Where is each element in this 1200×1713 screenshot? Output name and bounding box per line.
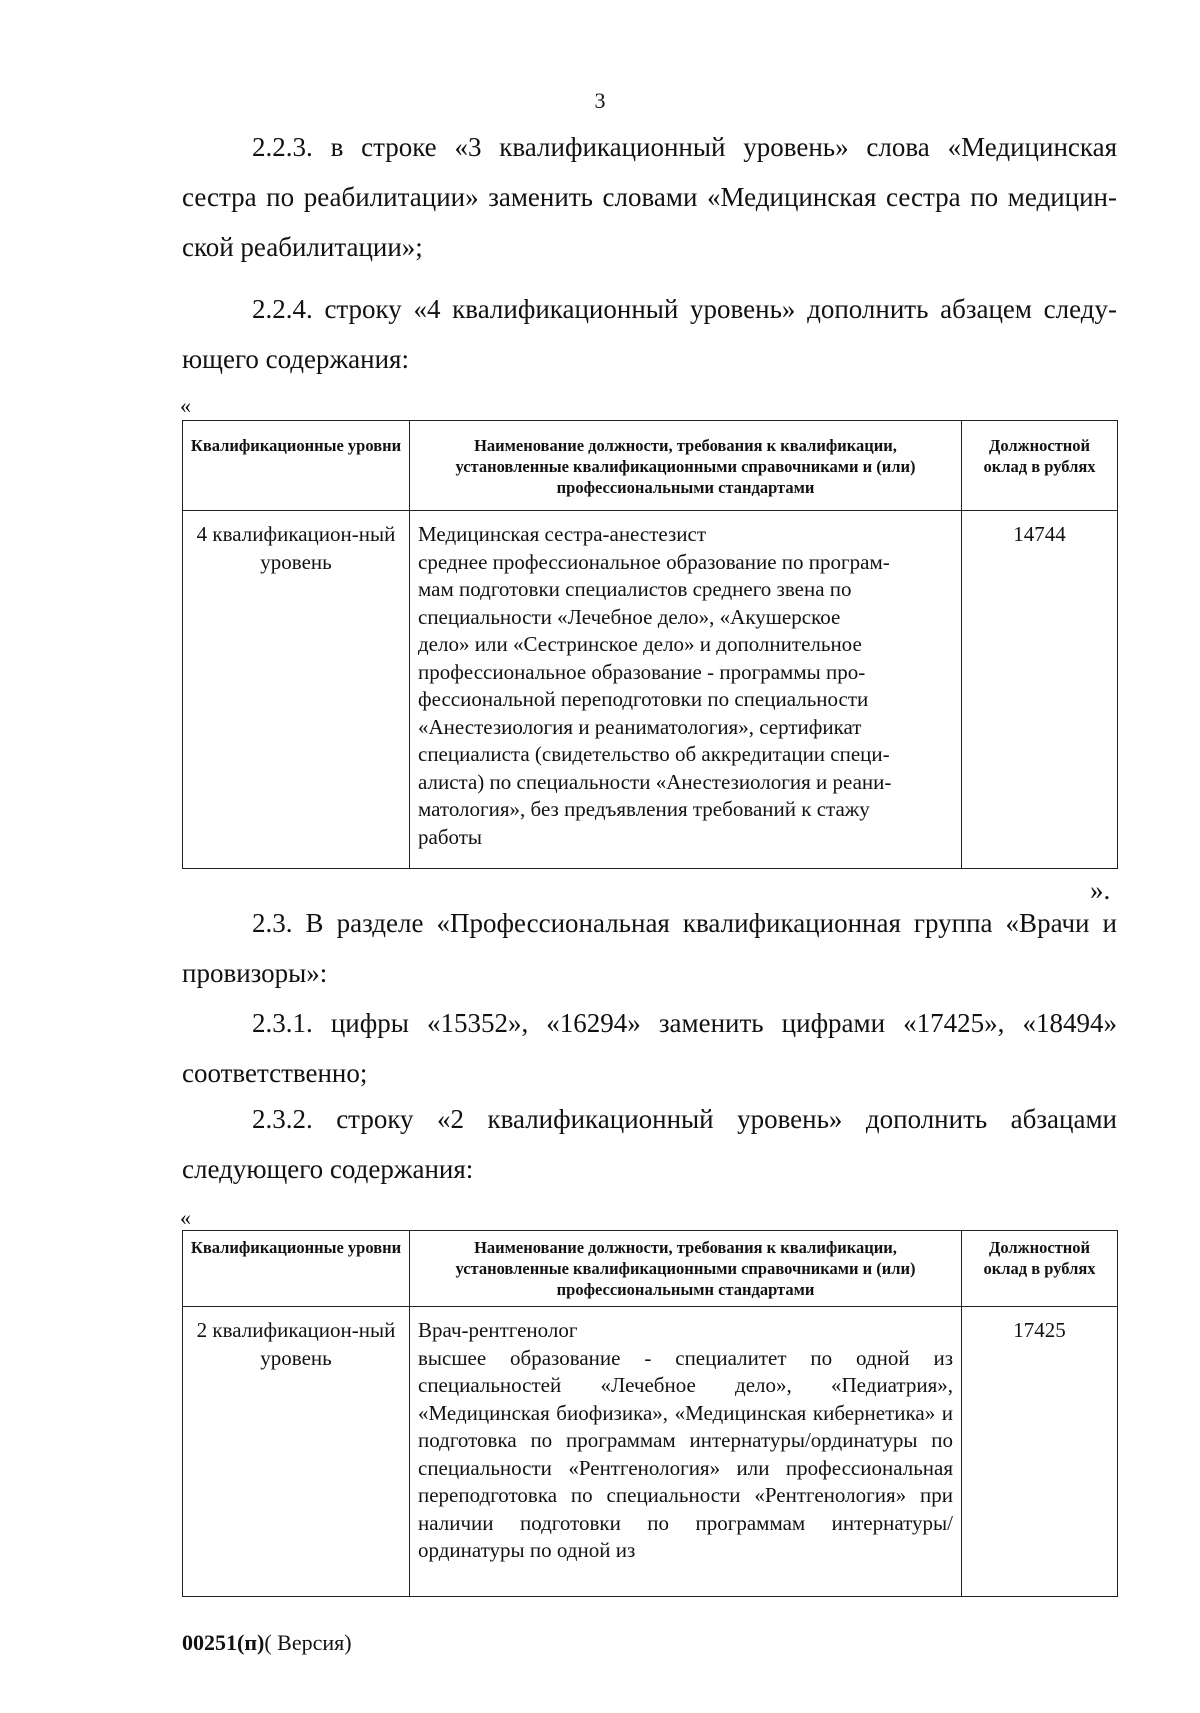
requirements-line: специалиста (свидетельство об аккредитации специ- [418,742,890,766]
paragraph-2-2-4 [182,284,1117,384]
footer-document-code [182,1630,352,1656]
paragraph-line: 2.2.4. строку «4 квалификационный уровень» дополнить абзацем следу- [252,294,1117,324]
table-header-row [183,421,1118,511]
qualification-table-2 [182,1230,1118,1597]
open-quote: « [180,393,191,418]
requirements-line: среднее профессиональное образование по програм- [418,549,890,574]
table-header-row [183,1231,1118,1307]
header-salary: Должностной оклад в рублях [962,421,1118,511]
table-row [183,511,1118,869]
cell-level: 2 квалификацион-ный уровень [183,1307,410,1597]
requirements-line: профессиональное образование - программы про- [418,659,866,684]
requirements-line: специальности «Лечебное дело», «Акушерское [418,604,841,629]
cell-description [410,1307,962,1597]
requirements-line: «Анестезиология и реаниматология», сертификат [418,714,862,739]
requirements-text [418,549,953,852]
requirements-line: мам подготовки специалистов среднего звена по [418,577,852,601]
close-quote: ». [1090,875,1111,905]
paragraph-line: сестра по реабилитации» заменить словами «Медицинская сестра по медицин- [182,182,1117,212]
paragraph-line: 2.2.3. в строке «3 квалификационный уровень» слова «Медицинская [252,132,1117,162]
requirements-line: матология», без предъявления требований к стажу [418,797,870,821]
paragraph-line: провизоры»: [182,958,328,988]
paragraph-line: ской реабилитации»; [182,232,423,262]
paragraph-2-3-1 [182,998,1117,1098]
open-quote-2: « [180,1205,191,1230]
paragraph-line: соответственно; [182,1058,368,1088]
header-position-requirements: Наименование должности, требования к квалификации, установленные квалификационными справочниками и (или) профессиональнымн стандартами [410,1231,962,1307]
paragraph-2-2-3 [182,122,1117,272]
position-title: Медицинская сестра-анестезист [418,522,707,546]
requirements-line: алиста) по специальности «Анестезиология и реани- [418,769,892,794]
paragraph-2-3-2 [182,1094,1117,1194]
cell-level: 4 квалификацион-ный уровень [183,511,410,869]
paragraph-line: ющего содержания: [182,344,409,374]
header-position-requirements: Наименование должности, требования к квалификации, установленные квалификационными справочниками и (или) профессиональными стандартами [410,421,962,511]
requirements-line: дело» или «Сестринское дело» и дополнительное [418,632,862,656]
paragraph-line: следующего содержания: [182,1154,474,1184]
document-version: ( Версия) [264,1630,352,1655]
requirements-text: высшее образование - специалитет по одной из специальностей «Лечебное дело», «Педиатрия», «Медицинская биофизика», «Медицинская кибернетика» и подготовка по программам интернатуры/ординатуры по специальности «Рентгенология» или профессиональная переподготовка по специальности «Рентгенология» при наличии подготовки по программам интернатуры/ординатуры по одной из [418,1345,953,1562]
requirements-line: фессиональной переподготовки по специальности [418,687,869,711]
table-row [183,1307,1118,1597]
header-qualification-levels: Квалификационные уровни [183,421,410,511]
paragraph-line: 2.3.2. строку «2 квалификационный уровень» дополнить абзацами [252,1104,1117,1134]
cell-salary: 14744 [962,511,1118,869]
header-salary: Должностной оклад в рублях [962,1231,1118,1307]
qualification-table-1 [182,420,1118,869]
document-code: 00251(п) [182,1630,265,1655]
requirements-line: работы [418,824,483,849]
page-number: 3 [594,88,606,113]
paragraph-2-3 [182,898,1117,998]
cell-salary: 17425 [962,1307,1118,1597]
header-qualification-levels: Квалификационные уровни [183,1231,410,1307]
paragraph-line: 2.3.1. цифры «15352», «16294» заменить цифрами «17425», «18494» [252,1008,1117,1038]
cell-description [410,511,962,869]
position-title: Врач-рентгенолог [418,1318,578,1342]
paragraph-line: 2.3. В разделе «Профессиональная квалификационная группа «Врачи и [252,908,1117,938]
